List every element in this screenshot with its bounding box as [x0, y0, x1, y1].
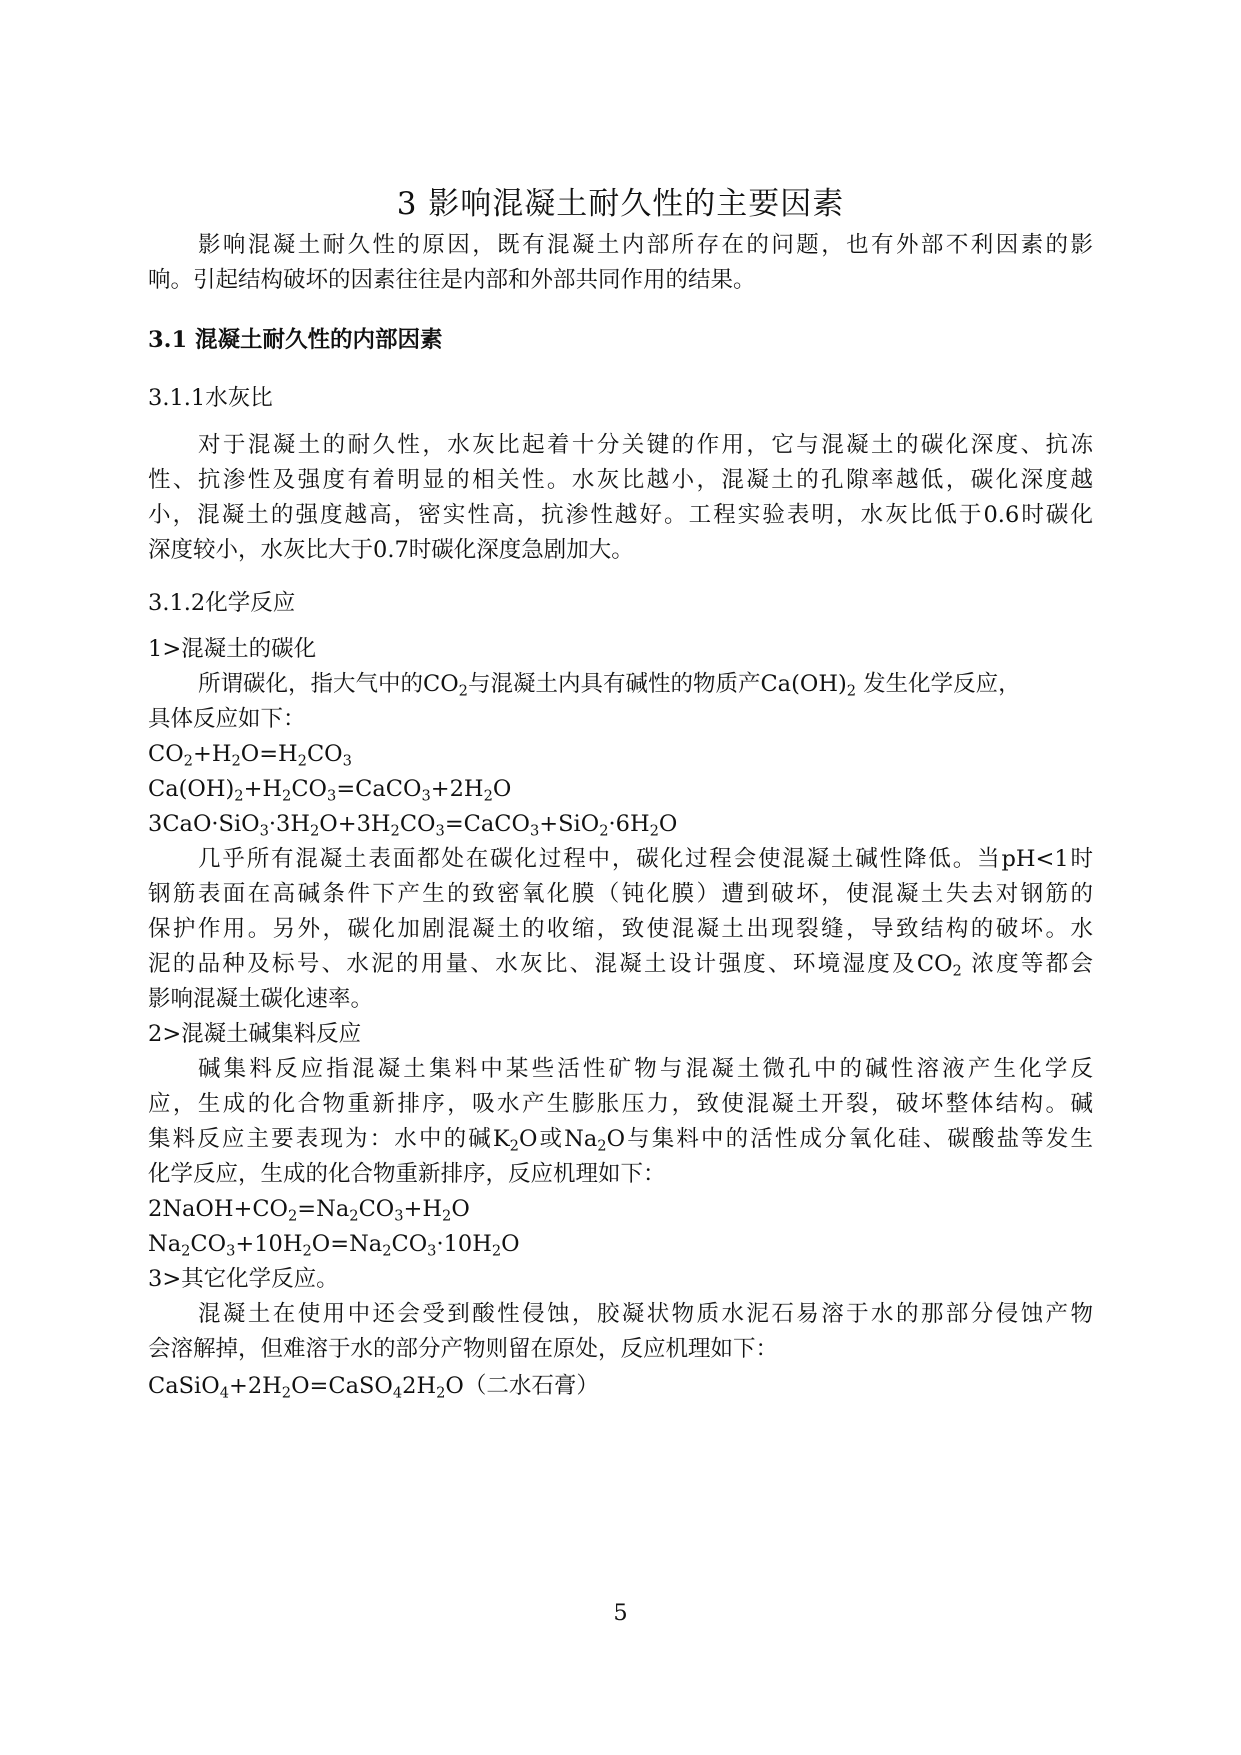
acid-line-2: 会溶解掉，但难溶于水的部分产物则留在原处，反应机理如下： [148, 1336, 779, 1362]
document-page [148, 0, 1093, 1755]
chapter-title: 3 影响混凝土耐久性的主要因素 [396, 186, 845, 222]
carb2-line-4: 泥的品种及标号、水泥的用量、水灰比、混凝土设计强度、环境湿度及$CO_2$ 浓度等都会 [148, 951, 1093, 980]
carb2-line-3: 保护作用。另外，碳化加剧混凝土的收缩，致使混凝土出现裂缝，导致结构的破坏。水 [148, 916, 1093, 942]
carb2-line-1: 几乎所有混凝土表面都处在碳化过程中，碳化过程会使混凝土碱性降低。当pH<1时 [198, 846, 1093, 872]
item-heading-other: 3>其它化学反应。 [148, 1266, 339, 1292]
alkali-line-3: 集料反应主要表现为：水中的碱$K_2O$或$Na_2O$与集料中的活性成分氧化硅、碳酸盐等发生 [148, 1126, 1093, 1155]
carb-line-2: 具体反应如下： [148, 706, 306, 732]
alkali-line-2: 应，生成的化合物重新排序，吸水产生膨胀压力，致使混凝土开裂，破坏整体结构。碱 [148, 1091, 1093, 1117]
equation-5: $Na_2CO_3+10H_2O=Na_2CO_3\cdot 10H_2O$ [148, 1231, 520, 1260]
alkali-line-4: 化学反应，生成的化合物重新排序，反应机理如下： [148, 1161, 666, 1187]
alkali-line-1: 碱集料反应指混凝土集料中某些活性矿物与混凝土微孔中的碱性溶液产生化学反 [198, 1056, 1093, 1082]
intro-line-1: 影响混凝土耐久性的原因，既有混凝土内部所存在的问题，也有外部不利因素的影 [198, 232, 1093, 258]
item-heading-alkali: 2>混凝土碱集料反应 [148, 1021, 362, 1047]
acid-line-1: 混凝土在使用中还会受到酸性侵蚀，胶凝状物质水泥石易溶于水的那部分侵蚀产物 [198, 1301, 1093, 1327]
wc-line-4: 深度较小，水灰比大于0.7时碳化深度急剧加大。 [148, 537, 634, 563]
item-heading-carbonation: 1>混凝土的碳化 [148, 636, 317, 662]
section-heading-3-1-2: 3.1.2化学反应 [148, 590, 296, 616]
carb-line-1: 所谓碳化，指大气中的$CO_2$与混凝土内具有碱性的物质产$Ca(OH)_2$ 发生化学反应， [198, 671, 1021, 700]
wc-line-1: 对于混凝土的耐久性，水灰比起着十分关键的作用，它与混凝土的碳化深度、抗冻 [198, 432, 1093, 458]
equation-2: $Ca(OH)_2+H_2CO_3=CaCO_3+2H_2O$ [148, 776, 512, 805]
page-number: 5 [613, 1600, 628, 1626]
wc-line-3: 小，混凝土的强度越高，密实性高，抗渗性越好。工程实验表明，水灰比低于0.6时碳化 [148, 502, 1093, 528]
equation-1: $CO_2+H_2O=H_2CO_3$ [148, 741, 352, 770]
equation-6: $CaSiO_4+2H_2O=CaSO_42H_2O$（二水石膏） [148, 1373, 599, 1402]
section-heading-3-1-1: 3.1.1水灰比 [148, 385, 273, 411]
carb2-line-5: 影响混凝土碳化速率。 [148, 986, 374, 1012]
section-heading-3-1: 3.1 混凝土耐久性的内部因素 [148, 327, 443, 353]
equation-3: $3CaO\cdot SiO_3\cdot 3H_2O+3H_2CO_3=CaCO_3+SiO_2\cdot 6H_2O$ [148, 811, 678, 840]
intro-line-2: 响。引起结构破坏的因素往往是内部和外部共同作用的结果。 [148, 267, 756, 293]
equation-4: $2NaOH+CO_2=Na_2CO_3+H_2O$ [148, 1196, 470, 1225]
carb2-line-2: 钢筋表面在高碱条件下产生的致密氧化膜（钝化膜）遭到破坏，使混凝土失去对钢筋的 [148, 881, 1093, 907]
wc-line-2: 性、抗渗性及强度有着明显的相关性。水灰比越小，混凝土的孔隙率越低，碳化深度越 [148, 467, 1093, 493]
